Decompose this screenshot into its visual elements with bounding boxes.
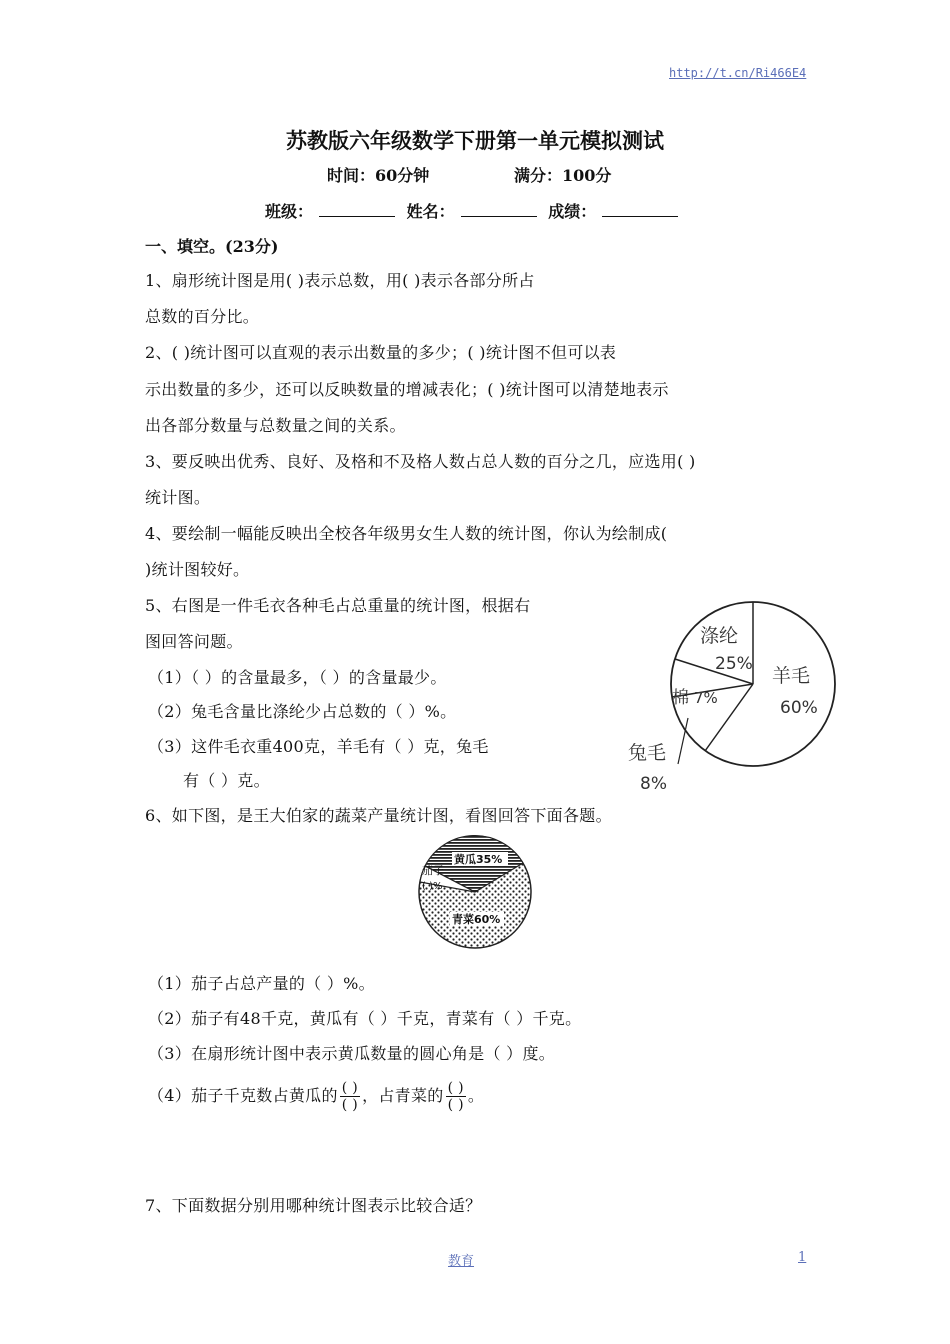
polyester-label: 涤纶: [700, 625, 739, 647]
q2-line-2: 示出数量的多少，还可以反映数量的增减表化；( )统计图可以清楚地表示: [145, 380, 669, 399]
student-info: [265, 199, 684, 222]
q3-line-2: 统计图。: [145, 488, 211, 507]
grade-label: 成绩：: [548, 202, 597, 221]
greens-label: 青菜60%: [452, 913, 501, 926]
cucumber-label: 黄瓜35%: [454, 853, 503, 866]
q6-sub-3: （3）在扇形统计图中表示黄瓜数量的圆心角是（ ）度。: [148, 1044, 556, 1063]
name-label: 姓名：: [406, 202, 455, 221]
q6-sub-4: [148, 1080, 484, 1113]
class-blank[interactable]: [319, 202, 395, 217]
rabbit-label: 兔毛: [628, 742, 667, 764]
fraction-cucumber-numerator: ( ): [341, 1080, 359, 1096]
q2-line-3: 出各部分数量与总数量之间的关系。: [145, 416, 406, 435]
vegetable-pie-chart: [410, 830, 540, 955]
q2-line-1: 2、( )统计图可以直观的表示出数量的多少；( )统计图不但可以表: [145, 343, 617, 362]
rabbit-value: 8%: [640, 774, 667, 794]
q5-line-2: 图回答问题。: [145, 632, 243, 651]
page-number: 1: [798, 1250, 807, 1265]
q6-sub-4-part-c: 。: [467, 1086, 485, 1105]
q6-sub-4-part-b: ，占青菜的: [362, 1086, 444, 1105]
eggplant-label: 茄子: [422, 864, 444, 877]
name-blank[interactable]: [461, 202, 537, 217]
cotton-label: 棉: [672, 688, 689, 708]
score-info: 满分：100分: [514, 166, 612, 185]
q5-line-1: 5、右图是一件毛衣各种毛占总重量的统计图，根据右: [145, 596, 531, 615]
page-title: 苏教版六年级数学下册第一单元模拟测试: [286, 128, 664, 153]
q6-line-1: 6、如下图，是王大伯家的蔬菜产量统计图，看图回答下面各题。: [145, 806, 612, 825]
eggplant-blank: ( )%: [422, 881, 443, 892]
cotton-value: 7%: [694, 689, 718, 707]
sweater-pie-chart: [620, 596, 840, 796]
q5-sub-3b: 有（ ）克。: [183, 771, 270, 790]
fraction-cucumber-denominator: ( ): [341, 1097, 359, 1113]
fraction-greens[interactable]: [446, 1080, 466, 1113]
q1-line-2: 总数的百分比。: [145, 307, 260, 326]
q1-line-1: 1、扇形统计图是用( )表示总数，用( )表示各部分所占: [145, 271, 535, 290]
footer-center-link[interactable]: 教育: [448, 1254, 475, 1269]
fraction-cucumber[interactable]: [340, 1080, 360, 1113]
class-label: 班级：: [265, 202, 314, 221]
q4-line-1: 4、要绘制一幅能反映出全校各年级男女生人数的统计图，你认为绘制成(: [145, 524, 668, 543]
q5-sub-3a: （3）这件毛衣重400克，羊毛有（ ）克，兔毛: [148, 737, 489, 756]
header-url[interactable]: http://t.cn/Ri466E4: [669, 66, 807, 80]
q5-sub-1: （1）（ ）的含量最多，（ ）的含量最少。: [148, 668, 447, 687]
grade-blank[interactable]: [602, 202, 678, 217]
section-1-heading: 一、填空。(23分): [145, 237, 279, 256]
q3-line-1: 3、要反映出优秀、良好、及格和不及格人数占总人数的百分之几，应选用( ): [145, 452, 696, 471]
q6-sub-4-part-a: （4）茄子千克数占黄瓜的: [148, 1086, 338, 1105]
q5-sub-2: （2）兔毛含量比涤纶少占总数的（ ）%。: [148, 702, 457, 721]
polyester-value: 25%: [715, 654, 753, 674]
time-info: 时间：60分钟: [327, 166, 430, 185]
fraction-greens-denominator: ( ): [447, 1097, 464, 1113]
wool-value: 60%: [780, 698, 818, 718]
q6-sub-1: （1）茄子占总产量的（ ）%。: [148, 974, 375, 993]
wool-label: 羊毛: [772, 665, 811, 687]
q7-line: 7、下面数据分别用哪种统计图表示比较合适？: [145, 1196, 482, 1215]
q6-sub-2: （2）茄子有48千克，黄瓜有（ ）千克，青菜有（ ）千克。: [148, 1009, 582, 1028]
q4-line-2: )统计图较好。: [145, 560, 250, 579]
fraction-greens-numerator: ( ): [447, 1080, 464, 1096]
